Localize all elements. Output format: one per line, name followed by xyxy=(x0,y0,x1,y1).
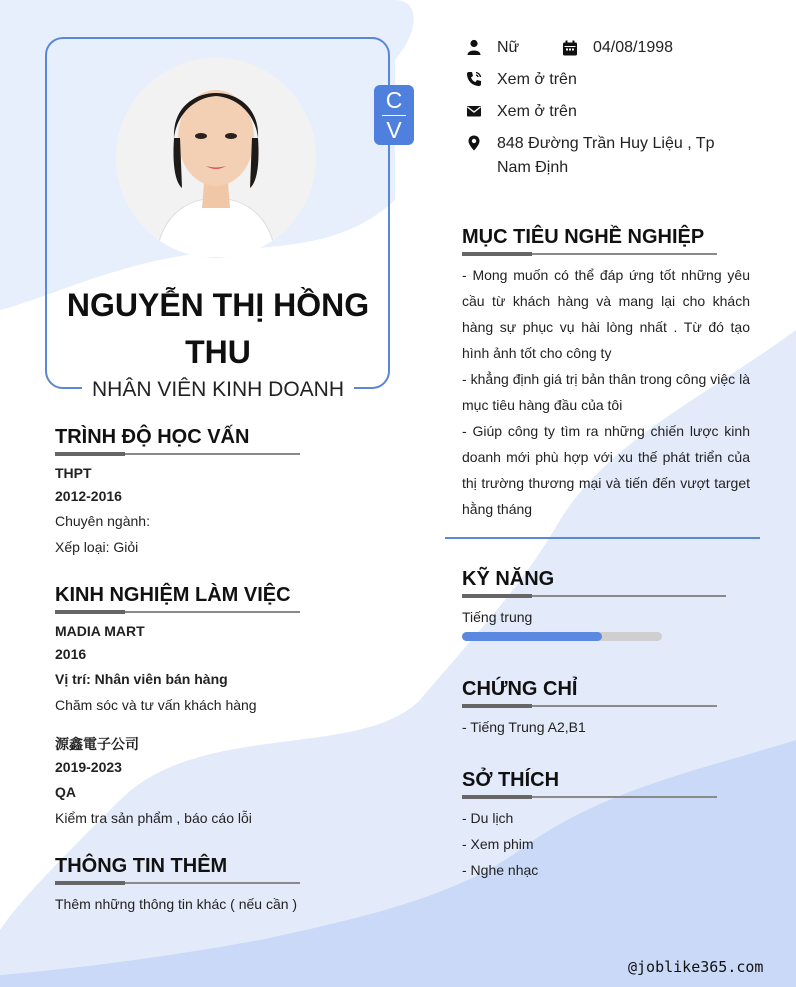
certificate-item: - Tiếng Trung A2,B1 xyxy=(462,719,586,735)
cv-badge xyxy=(374,85,414,145)
job-description: Kiểm tra sản phẩm , báo cáo lỗi xyxy=(55,810,252,826)
cv-badge-top: C xyxy=(385,87,403,113)
person-icon xyxy=(466,39,482,55)
profile-photo xyxy=(116,58,316,258)
education-underline xyxy=(55,453,300,455)
job-description: Chăm sóc và tư vấn khách hàng xyxy=(55,697,257,713)
additional-title: THÔNG TIN THÊM xyxy=(55,855,228,877)
additional-underline xyxy=(55,882,300,884)
job-years: 2016 xyxy=(55,646,87,662)
job-position: QA xyxy=(55,784,76,800)
certificates-title: CHỨNG CHỈ xyxy=(462,678,578,700)
skills-underline xyxy=(462,595,726,597)
phone-icon xyxy=(466,71,482,87)
objective-paragraph-1: - Mong muốn có thể đáp ứng tốt những yêu cầu từ khách hàng và mang lại cho khách hàng sự phục vụ hài lòng nhất . Từ đó tạo hình ảnh tốt cho công ty xyxy=(462,267,750,361)
birthdate-text: 04/08/1998 xyxy=(593,39,674,56)
map-pin-icon xyxy=(466,135,482,151)
gender-text: Nữ xyxy=(497,39,520,56)
education-grade: Xếp loại: Giỏi xyxy=(55,539,139,555)
skills-title: KỸ NĂNG xyxy=(462,568,555,590)
cv-badge-bottom: V xyxy=(386,117,402,143)
objective-title: MỤC TIÊU NGHỀ NGHIỆP xyxy=(462,226,705,248)
footer-handle[interactable]: @joblike365.com xyxy=(628,958,764,976)
job-company: MADIA MART xyxy=(55,623,145,639)
section-divider xyxy=(445,537,760,539)
phone-text: Xem ở trên xyxy=(497,71,577,88)
education-years: 2012-2016 xyxy=(55,488,122,504)
education-school: THPT xyxy=(55,465,92,481)
calendar-icon xyxy=(562,40,578,56)
email-text: Xem ở trên xyxy=(497,103,577,120)
hobby-item: - Xem phim xyxy=(462,836,534,852)
envelope-icon xyxy=(466,103,482,119)
education-title: TRÌNH ĐỘ HỌC VẤN xyxy=(55,426,250,448)
job-title: NHÂN VIÊN KINH DOANH xyxy=(82,376,354,404)
job-company: 源鑫電子公司 xyxy=(55,736,139,752)
address-line-2: Nam Định xyxy=(497,159,569,176)
certificates-underline xyxy=(462,705,717,707)
hobby-item: - Nghe nhạc xyxy=(462,862,539,878)
objective-underline xyxy=(462,253,717,255)
skill-level-bar xyxy=(462,632,662,641)
experience-title: KINH NGHIỆM LÀM VIỆC xyxy=(55,584,291,606)
objective-paragraph-3: - Giúp công ty tìm ra những chiến lược kinh doanh mới phù hợp với xu thế phát triển của thị trường thương mại và tiến đến vượt target hằng tháng xyxy=(462,423,750,517)
objective-paragraph-2: - khẳng định giá trị bản thân trong công việc là mục tiêu hàng đầu của tôi xyxy=(462,371,750,413)
hobby-item: - Du lịch xyxy=(462,810,514,826)
hobbies-underline xyxy=(462,796,717,798)
additional-text: Thêm những thông tin khác ( nếu cần ) xyxy=(55,896,298,912)
education-major: Chuyên ngành: xyxy=(55,513,150,529)
job-years: 2019-2023 xyxy=(55,759,122,775)
hobbies-title: SỞ THÍCH xyxy=(462,769,560,791)
skill-level-fill xyxy=(462,632,602,641)
candidate-name: NGUYỄN THỊ HỒNG THU xyxy=(66,287,370,370)
job-position: Vị trí: Nhân viên bán hàng xyxy=(55,671,228,687)
address-line-1: 848 Đường Trần Huy Liệu , Tp xyxy=(497,135,715,152)
experience-underline xyxy=(55,611,300,613)
skill-name: Tiếng trung xyxy=(462,609,533,625)
